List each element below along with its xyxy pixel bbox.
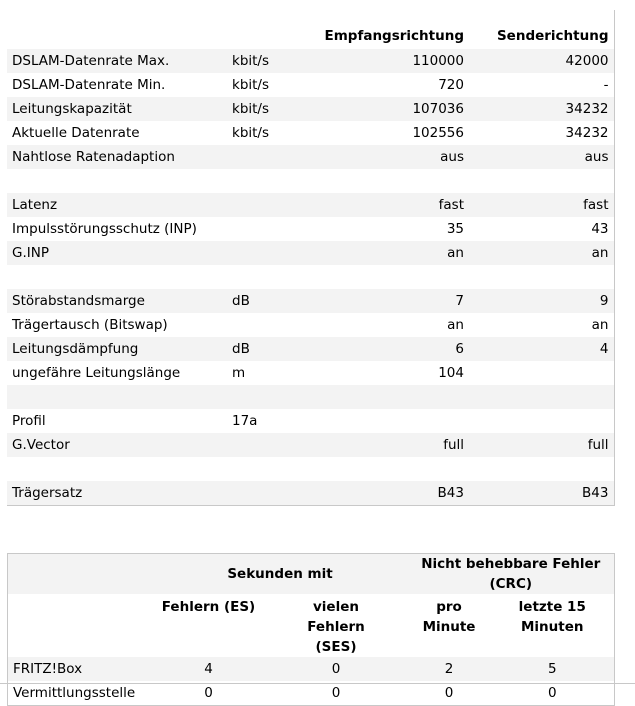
dsl-row (7, 145, 614, 169)
dsl-row-upstream: - (469, 73, 614, 97)
error-row-label: FRITZ!Box (8, 657, 153, 681)
per-minute-label: pro Minute (422, 599, 476, 635)
error-row-crc-minute: 2 (408, 657, 491, 681)
error-sub-header-row (8, 594, 615, 657)
dsl-row-label: Nahtlose Ratenadaption (7, 145, 227, 169)
dsl-row-unit: 17a (227, 409, 317, 433)
dsl-header-downstream: Empfangsrichtung (324, 28, 464, 44)
error-row (8, 657, 615, 681)
dsl-row-upstream (469, 265, 614, 289)
dsl-row (7, 169, 614, 193)
dsl-row-unit: kbit/s (227, 73, 317, 97)
dsl-row-upstream: 42000 (469, 49, 614, 73)
dsl-row-downstream (317, 409, 469, 433)
error-sub-header-es: Fehlern (ES) (153, 594, 265, 657)
dsl-row-downstream: 104 (317, 361, 469, 385)
dsl-row (7, 457, 614, 481)
dsl-row-label (7, 385, 227, 409)
dsl-row (7, 337, 614, 361)
dsl-row-label: G.INP (7, 241, 227, 265)
dsl-row (7, 121, 614, 145)
dsl-row-label: Profil (7, 409, 227, 433)
dsl-row-downstream: 35 (317, 217, 469, 241)
dsl-row-label: Störabstandsmarge (7, 289, 227, 313)
dsl-row (7, 73, 614, 97)
dsl-header-upstream: Senderichtung (496, 28, 609, 44)
dsl-row-downstream (317, 457, 469, 481)
dsl-row-label: G.Vector (7, 433, 227, 457)
last-15-label: letzte 15 Minuten (518, 599, 586, 635)
dsl-row-unit (227, 385, 317, 409)
dsl-row-unit (227, 457, 317, 481)
error-row-crc-15min: 0 (491, 681, 615, 706)
dsl-row-upstream (469, 457, 614, 481)
error-row-label: Vermittlungsstelle (8, 681, 153, 706)
dsl-row-label (7, 457, 227, 481)
dsl-row-unit (227, 217, 317, 241)
dsl-row-downstream: an (317, 241, 469, 265)
error-table-body (8, 657, 615, 706)
dsl-row-upstream: 34232 (469, 97, 614, 121)
dsl-row-unit: m (227, 361, 317, 385)
dsl-row-unit: kbit/s (227, 121, 317, 145)
dsl-row-unit: dB (227, 289, 317, 313)
dsl-row-unit (227, 313, 317, 337)
error-sub-header-ses (265, 594, 408, 657)
dsl-row-upstream: an (469, 241, 614, 265)
dsl-row-label: Leitungsdämpfung (7, 337, 227, 361)
dsl-row (7, 313, 614, 337)
dsl-row-unit (227, 481, 317, 506)
dsl-row (7, 193, 614, 217)
dsl-row-label (7, 265, 227, 289)
ses-label: vielen Fehlern (SES) (307, 599, 365, 655)
error-sub-header-empty (8, 594, 153, 657)
dsl-row-unit: kbit/s (227, 97, 317, 121)
dsl-row-downstream: 7 (317, 289, 469, 313)
dsl-row (7, 385, 614, 409)
dsl-row-downstream: 720 (317, 73, 469, 97)
dsl-row (7, 217, 614, 241)
dsl-row-downstream: aus (317, 145, 469, 169)
dsl-table-body (7, 49, 614, 506)
error-sub-header-last-15 (491, 594, 615, 657)
error-group-header-row (8, 554, 615, 595)
dsl-row-label: Latenz (7, 193, 227, 217)
dsl-row-label: Aktuelle Datenrate (7, 121, 227, 145)
dsl-row-downstream (317, 265, 469, 289)
dsl-row-downstream (317, 169, 469, 193)
dsl-row (7, 433, 614, 457)
dsl-row-unit (227, 433, 317, 457)
dsl-row-label: ungefähre Leitungslänge (7, 361, 227, 385)
dsl-row-downstream: 6 (317, 337, 469, 361)
dsl-row-downstream (317, 385, 469, 409)
dsl-row-downstream: B43 (317, 481, 469, 506)
dsl-row-label: Impulsstörungsschutz (INP) (7, 217, 227, 241)
dsl-row-upstream: 4 (469, 337, 614, 361)
dsl-row (7, 409, 614, 433)
dsl-row (7, 97, 614, 121)
dsl-row-unit (227, 169, 317, 193)
dsl-row-label: Trägersatz (7, 481, 227, 506)
dsl-row-upstream (469, 169, 614, 193)
dsl-row-upstream: 9 (469, 289, 614, 313)
error-group-header-seconds: Sekunden mit (153, 554, 408, 595)
error-row (8, 681, 615, 706)
dsl-header-row (7, 10, 614, 49)
dsl-row-upstream: aus (469, 145, 614, 169)
dsl-row (7, 265, 614, 289)
dsl-row-upstream (469, 361, 614, 385)
dsl-row-downstream: 110000 (317, 49, 469, 73)
dsl-row-unit: kbit/s (227, 49, 317, 73)
dsl-header-label (7, 10, 227, 49)
error-row-crc-minute: 0 (408, 681, 491, 706)
error-row-ses: 0 (265, 681, 408, 706)
dsl-row-upstream: B43 (469, 481, 614, 506)
dsl-row-downstream: full (317, 433, 469, 457)
error-sub-header-per-minute (408, 594, 491, 657)
dsl-row (7, 361, 614, 385)
dsl-row-label (7, 169, 227, 193)
error-row-es: 4 (153, 657, 265, 681)
dsl-row-label: Trägertausch (Bitswap) (7, 313, 227, 337)
dsl-row-downstream: 107036 (317, 97, 469, 121)
error-row-ses: 0 (265, 657, 408, 681)
dsl-row (7, 481, 614, 506)
dsl-header-unit (227, 10, 317, 49)
dsl-row-unit (227, 241, 317, 265)
dsl-row-label: DSLAM-Datenrate Max. (7, 49, 227, 73)
dsl-row-unit (227, 145, 317, 169)
error-group-header-crc: Nicht behebbare Fehler (CRC) (408, 554, 615, 595)
dsl-row-unit (227, 193, 317, 217)
dsl-row-upstream: an (469, 313, 614, 337)
dsl-row-downstream: fast (317, 193, 469, 217)
dsl-row-label: Leitungskapazität (7, 97, 227, 121)
dsl-row-upstream (469, 385, 614, 409)
dsl-row-unit: dB (227, 337, 317, 361)
dsl-row-upstream: 43 (469, 217, 614, 241)
dsl-row-label: DSLAM-Datenrate Min. (7, 73, 227, 97)
dsl-row (7, 49, 614, 73)
dsl-row-downstream: 102556 (317, 121, 469, 145)
dsl-row (7, 241, 614, 265)
dsl-info-table (7, 10, 615, 506)
error-group-header-empty (8, 554, 153, 595)
error-row-crc-15min: 5 (491, 657, 615, 681)
bottom-divider (0, 683, 635, 684)
dsl-row-upstream: 34232 (469, 121, 614, 145)
dsl-row (7, 289, 614, 313)
dsl-row-upstream: fast (469, 193, 614, 217)
dsl-row-unit (227, 265, 317, 289)
dsl-row-upstream (469, 409, 614, 433)
dsl-row-downstream: an (317, 313, 469, 337)
error-row-es: 0 (153, 681, 265, 706)
dsl-row-upstream: full (469, 433, 614, 457)
